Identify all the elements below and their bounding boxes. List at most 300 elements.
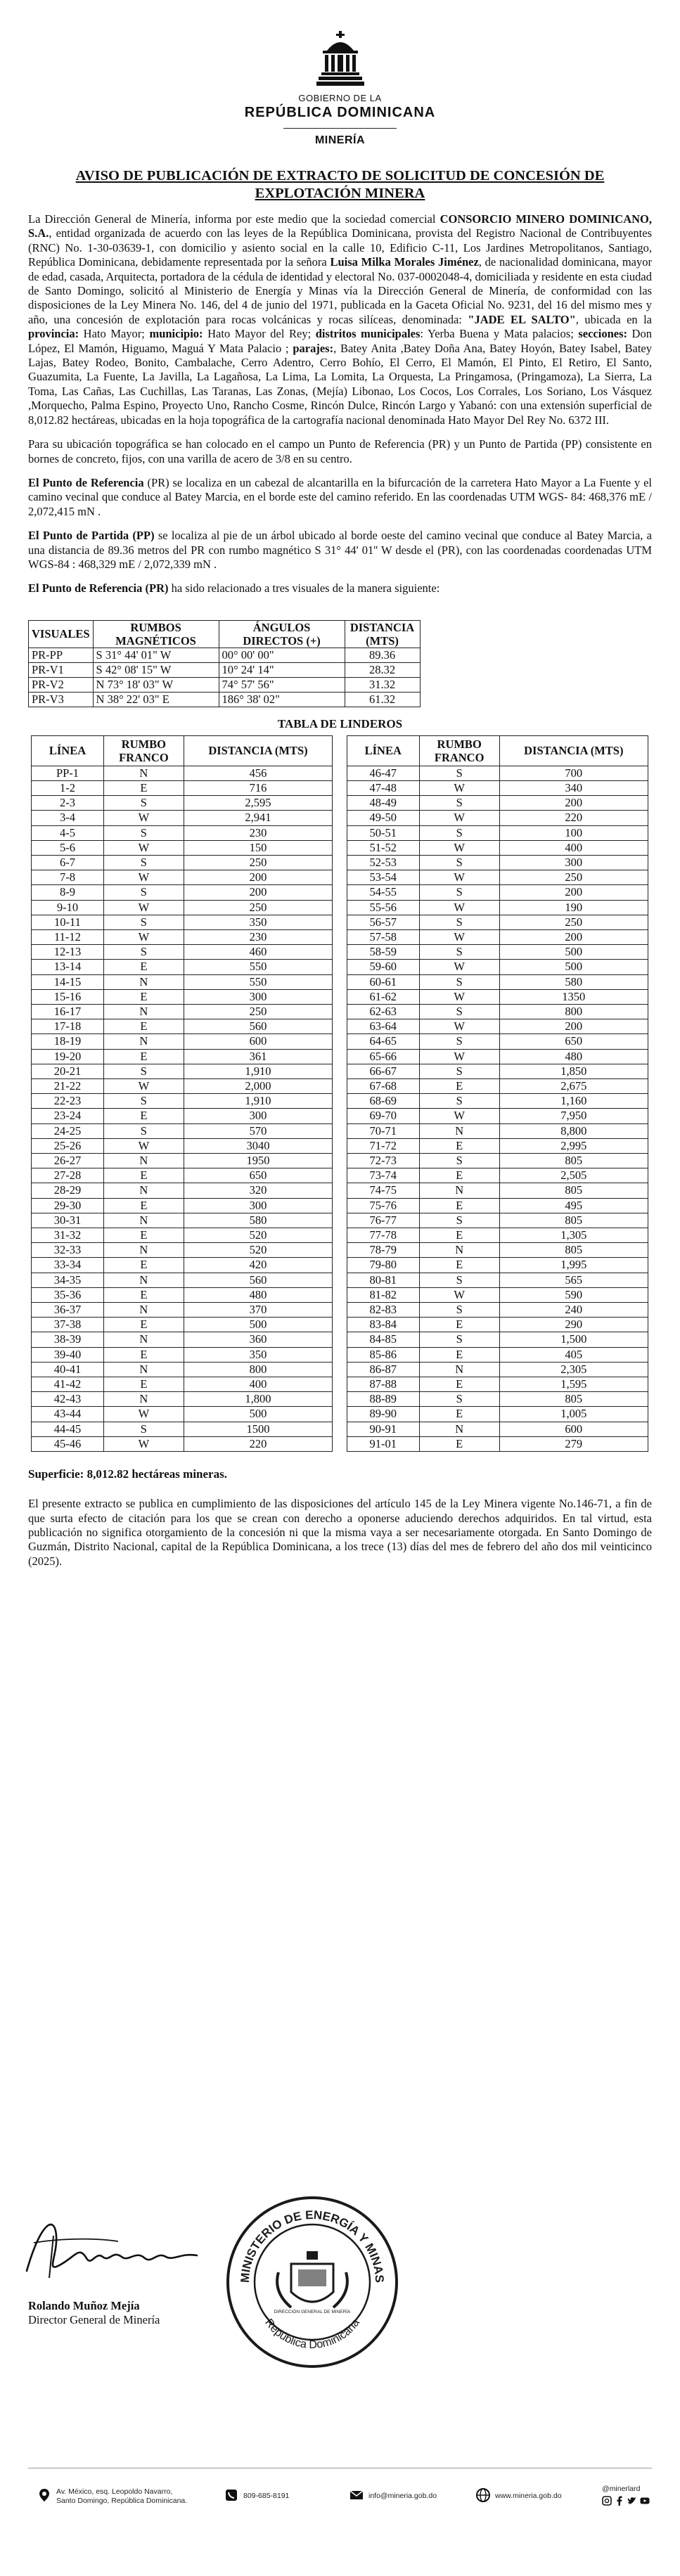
- bearing: E: [103, 1287, 184, 1302]
- visuals-intro-label: El Punto de Referencia (PR): [28, 581, 169, 595]
- province-label: provincia:: [28, 327, 79, 341]
- line-id: 30-31: [32, 1213, 104, 1228]
- distance: 565: [499, 1273, 648, 1287]
- line-id: 28-29: [32, 1183, 104, 1198]
- distance: 250: [184, 855, 332, 870]
- linderos-row: [32, 960, 648, 974]
- distance: 520: [184, 1228, 332, 1243]
- line-id: 48-49: [347, 796, 419, 811]
- linderos-gap: [333, 855, 347, 870]
- distance: 400: [184, 1377, 332, 1392]
- distance: 361: [184, 1049, 332, 1064]
- bearing: S: [419, 1213, 499, 1228]
- svg-text:República Dominicana: [262, 2317, 362, 2351]
- distance: 2,995: [499, 1138, 648, 1153]
- line-id: 86-87: [347, 1362, 419, 1377]
- distance: 500: [499, 945, 648, 960]
- linderos-row: [32, 1154, 648, 1168]
- intro-paragraph: [28, 212, 652, 427]
- distance: 200: [184, 885, 332, 900]
- distance: 200: [184, 870, 332, 885]
- distance: 250: [499, 915, 648, 929]
- line-id: 39-40: [32, 1347, 104, 1362]
- line-id: 16-17: [32, 1005, 104, 1019]
- distance: 190: [499, 900, 648, 915]
- bearing: S: [419, 766, 499, 780]
- linderos-row: [32, 974, 648, 989]
- footer-address: [56, 2487, 187, 2506]
- linderos-gap: [333, 1005, 347, 1019]
- line-id: 43-44: [32, 1407, 104, 1422]
- line-id: 80-81: [347, 1273, 419, 1287]
- bearing: N: [419, 1123, 499, 1138]
- linderos-gap: [333, 1436, 347, 1451]
- intro-text-3: , de nacionalidad dominicana, mayor de edad, casada, Arquitecta, portadora de la cédula de identidad y electoral No. 037-0002048-4, domiciliada y residente en esta ciudad de Santo Domingo, solicitó al Ministerio de Energía y Minas vía la Dirección General de Minería, de conformidad con las disposiciones de la Ley Minera No. 146, del 4 de junio del 1971, publicada en la Gaceta Oficial No. 9231, del 16 del mismo mes y año, una concesión de explotación para rocas volcánicas y rocas silíceas, denominada:: [28, 255, 652, 326]
- line-id: 82-83: [347, 1303, 419, 1318]
- distance: 1,595: [499, 1377, 648, 1392]
- reference-point-text: (PR) se localiza en un cabezal de alcantarilla en la bifurcación de la carretera Hato Mayor a La Fuente y el camino vecinal que conduce al Batey Marcia, en el borde este del camino referido. En las coordenadas UTM WGS- 84: 468,376 mE / 2,072,415 mN .: [28, 475, 652, 518]
- line-id: 52-53: [347, 855, 419, 870]
- line-id: 9-10: [32, 900, 104, 915]
- line-id: 58-59: [347, 945, 419, 960]
- line-id: 47-48: [347, 780, 419, 795]
- line-id: 12-13: [32, 945, 104, 960]
- distance: 200: [499, 1019, 648, 1034]
- linderos-gap: [333, 1094, 347, 1109]
- bearing: W: [103, 1407, 184, 1422]
- line-id: 72-73: [347, 1154, 419, 1168]
- bearing: N: [419, 1422, 499, 1436]
- bearing: N: [103, 1303, 184, 1318]
- bearing: E: [103, 1168, 184, 1183]
- line-id: 23-24: [32, 1109, 104, 1123]
- direct-angle: 00° 00' 00": [219, 648, 345, 662]
- distance: 1,305: [499, 1228, 648, 1243]
- linderos-gap: [333, 929, 347, 944]
- footer-social-handle[interactable]: @minerlard: [602, 2485, 641, 2493]
- line-id: 76-77: [347, 1213, 419, 1228]
- intro-text-5: Hato Mayor;: [79, 327, 150, 341]
- bearing: W: [419, 1049, 499, 1064]
- linderos-row: [32, 945, 648, 960]
- visuals-col-header: RUMBOS MAGNÉTICOS: [93, 620, 219, 648]
- linderos-gap: [333, 960, 347, 974]
- line-id: 74-75: [347, 1183, 419, 1198]
- surface-total: Superficie: 8,012.82 hectáreas mineras.: [28, 1467, 227, 1481]
- bearing: S: [419, 1005, 499, 1019]
- distance: 1,800: [184, 1392, 332, 1407]
- line-id: 17-18: [32, 1019, 104, 1034]
- distance: 560: [184, 1019, 332, 1034]
- bearing: S: [103, 855, 184, 870]
- company-name: CONSORCIO MINERO DOMINICANO, S.A.: [28, 212, 653, 240]
- bearing: W: [419, 1019, 499, 1034]
- bearing: W: [103, 811, 184, 825]
- bearing: E: [103, 1198, 184, 1213]
- reference-point-label: El Punto de Referencia: [28, 475, 144, 489]
- footer-address-line-2: Santo Domingo, República Dominicana.: [56, 2497, 188, 2505]
- official-stamp-icon: [224, 2194, 401, 2371]
- linderos-row: [32, 1228, 648, 1243]
- line-id: 21-22: [32, 1079, 104, 1094]
- distance: 495: [499, 1198, 648, 1213]
- distance: 2,941: [184, 811, 332, 825]
- distance: 1,500: [499, 1332, 648, 1347]
- linderos-row: [32, 1138, 648, 1153]
- line-id: 73-74: [347, 1168, 419, 1183]
- magnetic-bearing: N 73° 18' 03" W: [93, 677, 219, 692]
- line-id: 8-9: [32, 885, 104, 900]
- line-id: 33-34: [32, 1258, 104, 1273]
- linderos-gap: [333, 1407, 347, 1422]
- linderos-row: [32, 1332, 648, 1347]
- linderos-gap: [333, 766, 347, 780]
- header-divider: [283, 128, 397, 129]
- distance: 250: [184, 900, 332, 915]
- line-id: 55-56: [347, 900, 419, 915]
- distance: 2,675: [499, 1079, 648, 1094]
- linderos-header-row: [32, 735, 648, 766]
- linderos-gap: [333, 1287, 347, 1302]
- linderos-row: [32, 1303, 648, 1318]
- linderos-gap: [333, 1318, 347, 1332]
- phone-icon: [224, 2487, 239, 2503]
- distance: 300: [184, 1198, 332, 1213]
- line-id: 56-57: [347, 915, 419, 929]
- linderos-row: [32, 1318, 648, 1332]
- linderos-gap: [333, 1377, 347, 1392]
- stamp-ring-top: MINISTERIO DE ENERGÍA Y MINAS: [238, 2208, 387, 2284]
- distance: 250: [184, 1005, 332, 1019]
- globe-icon: [475, 2487, 491, 2503]
- visuals-header-row: [29, 620, 421, 648]
- bearing: W: [103, 840, 184, 855]
- email-icon: [349, 2487, 364, 2503]
- visuals-col-header: DISTANCIA (MTS): [345, 620, 420, 648]
- linderos-row: [32, 1094, 648, 1109]
- distance: 716: [184, 780, 332, 795]
- distance: 650: [184, 1168, 332, 1183]
- distance: 220: [499, 811, 648, 825]
- line-id: 54-55: [347, 885, 419, 900]
- bearing: N: [103, 1034, 184, 1049]
- bearing: E: [419, 1318, 499, 1332]
- youtube-icon[interactable]: [640, 2496, 650, 2506]
- concession-name: "JADE EL SALTO": [468, 312, 576, 326]
- bearing: W: [419, 900, 499, 915]
- line-id: 91-01: [347, 1436, 419, 1451]
- visuals-row: [29, 662, 421, 677]
- distance: 520: [184, 1243, 332, 1258]
- line-id: 40-41: [32, 1362, 104, 1377]
- linderos-row: [32, 1109, 648, 1123]
- line-id: 13-14: [32, 960, 104, 974]
- footer-email[interactable]: info@mineria.gob.do: [368, 2492, 437, 2500]
- linderos-row: [32, 1407, 648, 1422]
- line-id: 53-54: [347, 870, 419, 885]
- linderos-row: [32, 1213, 648, 1228]
- linderos-gap: [333, 796, 347, 811]
- bearing: E: [419, 1138, 499, 1153]
- distance: 320: [184, 1183, 332, 1198]
- gov-line-3: MINERÍA: [314, 134, 366, 146]
- distance: 700: [499, 766, 648, 780]
- distance: 300: [184, 1109, 332, 1123]
- starting-point-label: El Punto de Partida (PP): [28, 529, 155, 543]
- visuals-row: [29, 648, 421, 662]
- line-id: 69-70: [347, 1109, 419, 1123]
- line-id: 44-45: [32, 1422, 104, 1436]
- bearing: S: [419, 1034, 499, 1049]
- distance: 1,160: [499, 1094, 648, 1109]
- bearing: S: [419, 855, 499, 870]
- sections-label: secciones:: [578, 327, 627, 341]
- linderos-row: [32, 766, 648, 780]
- linderos-gap: [333, 1154, 347, 1168]
- linderos-gap: [333, 1049, 347, 1064]
- line-id: 59-60: [347, 960, 419, 974]
- line-id: 41-42: [32, 1377, 104, 1392]
- bearing: W: [103, 870, 184, 885]
- linderos-row: [32, 1183, 648, 1198]
- line-id: 3-4: [32, 811, 104, 825]
- stamp-ring-bottom: República Dominicana: [262, 2317, 362, 2352]
- bearing: W: [103, 1436, 184, 1451]
- bearing: N: [103, 1154, 184, 1168]
- linderos-row: [32, 1198, 648, 1213]
- linderos-gap: [333, 915, 347, 929]
- bearing: N: [103, 974, 184, 989]
- distance: 1,850: [499, 1064, 648, 1078]
- distance: 200: [499, 885, 648, 900]
- bearing: S: [419, 1273, 499, 1287]
- line-id: 25-26: [32, 1138, 104, 1153]
- visual-id: PR-V2: [29, 677, 94, 692]
- distance: 500: [184, 1407, 332, 1422]
- linderos-title: TABLA DE LINDEROS: [277, 716, 403, 730]
- bearing: S: [419, 885, 499, 900]
- linderos-gap: [333, 1079, 347, 1094]
- intro-text-4: , ubicada en la: [575, 312, 653, 326]
- linderos-row: [32, 1064, 648, 1078]
- line-id: 89-90: [347, 1407, 419, 1422]
- line-id: 37-38: [32, 1318, 104, 1332]
- visuals-intro-text: ha sido relacionado a tres visuales de la manera siguiente:: [168, 581, 440, 595]
- distance: 500: [499, 960, 648, 974]
- footer-phone[interactable]: 809-685-8191: [243, 2492, 290, 2500]
- line-id: 38-39: [32, 1332, 104, 1347]
- magnetic-bearing: S 31° 44' 01" W: [93, 648, 219, 662]
- linderos-col-header: LÍNEA: [32, 735, 104, 766]
- bearing: N: [419, 1183, 499, 1198]
- document-body: [28, 167, 652, 1578]
- direct-angle: 186° 38' 02": [219, 692, 345, 707]
- bearing: E: [419, 1198, 499, 1213]
- distance: 1,910: [184, 1064, 332, 1078]
- closing-paragraph: El presente extracto se publica en cumplimiento de las disposiciones del artículo 145 de la Ley Minera vigente No.146-71, a fin de que surta efecto de citación para los que se crean con derecho a oponerse aduciendo derechos adquiridos. En tal virtud, esta publicación no significa otorgamiento de la concesión ni que la misma vaya a ser necesariamente otorgada. En Santo Domingo de Guzmán, Distrito Nacional, capital de la República Dominicana, a los trece (13) días del mes de febrero del año dos mil veinticinco (2025).: [28, 1497, 652, 1568]
- bearing: S: [103, 915, 184, 929]
- bearing: S: [419, 1332, 499, 1347]
- bearing: S: [103, 1123, 184, 1138]
- bearing: E: [103, 1377, 184, 1392]
- bearing: W: [419, 960, 499, 974]
- linderos-gap: [333, 1109, 347, 1123]
- bearing: W: [419, 870, 499, 885]
- visual-id: PR-V1: [29, 662, 94, 677]
- bearing: E: [103, 1049, 184, 1064]
- facebook-icon[interactable]: [615, 2496, 624, 2506]
- line-id: 84-85: [347, 1332, 419, 1347]
- bearing: E: [103, 1019, 184, 1034]
- intro-text-6: Hato Mayor del Rey;: [203, 327, 316, 341]
- distance: 230: [184, 825, 332, 840]
- line-id: 27-28: [32, 1168, 104, 1183]
- districts-label: distritos municipales: [315, 327, 421, 341]
- bearing: S: [419, 1303, 499, 1318]
- linderos-col-header: LÍNEA: [347, 735, 419, 766]
- linderos-gap: [333, 1332, 347, 1347]
- linderos-gap: [333, 735, 347, 766]
- distance: 805: [499, 1392, 648, 1407]
- bearing: N: [103, 1183, 184, 1198]
- linderos-gap: [333, 885, 347, 900]
- visuals-intro-paragraph: [28, 581, 652, 595]
- distance: 420: [184, 1258, 332, 1273]
- twitter-icon[interactable]: [627, 2496, 637, 2506]
- linderos-row: [32, 1123, 648, 1138]
- line-id: 65-66: [347, 1049, 419, 1064]
- line-id: 35-36: [32, 1287, 104, 1302]
- bearing: W: [419, 811, 499, 825]
- distance: 2,000: [184, 1079, 332, 1094]
- bearing: E: [419, 1168, 499, 1183]
- linderos-gap: [333, 1422, 347, 1436]
- line-id: 49-50: [347, 811, 419, 825]
- line-id: 4-5: [32, 825, 104, 840]
- linderos-row: [32, 1347, 648, 1362]
- bearing: W: [419, 780, 499, 795]
- line-id: 83-84: [347, 1318, 419, 1332]
- linderos-row: [32, 1273, 648, 1287]
- linderos-row: [32, 840, 648, 855]
- linderos-gap: [333, 1138, 347, 1153]
- bearing: W: [419, 989, 499, 1004]
- bearing: N: [419, 1243, 499, 1258]
- distance: 8,800: [499, 1123, 648, 1138]
- bearing: S: [419, 974, 499, 989]
- distance: 600: [499, 1422, 648, 1436]
- distance: 250: [499, 870, 648, 885]
- distance: 805: [499, 1183, 648, 1198]
- line-id: 14-15: [32, 974, 104, 989]
- linderos-row: [32, 989, 648, 1004]
- bearing: E: [103, 1347, 184, 1362]
- distance: 31.32: [345, 677, 420, 692]
- linderos-row: [32, 1019, 648, 1034]
- bearing: N: [103, 766, 184, 780]
- distance: 230: [184, 929, 332, 944]
- distance: 805: [499, 1213, 648, 1228]
- bearing: W: [103, 1079, 184, 1094]
- bearing: S: [419, 1094, 499, 1109]
- visuals-row: [29, 692, 421, 707]
- bearing: E: [419, 1436, 499, 1451]
- distance: 279: [499, 1436, 648, 1451]
- starting-point-text: se localiza al pie de un árbol ubicado al borde oeste del camino vecinal que conduce al Batey Marcia, a una distancia de 89.36 metros del PR con rumbo magnético S 31° 44' 01'' W desde el (PR), con las coordenadas coordenadas UTM WGS-84 : 468,329 mE / 2,072,339 mN .: [28, 529, 652, 571]
- linderos-gap: [333, 1183, 347, 1198]
- bearing: W: [419, 1109, 499, 1123]
- distance: 2,595: [184, 796, 332, 811]
- linderos-row: [32, 900, 648, 915]
- line-id: 64-65: [347, 1034, 419, 1049]
- instagram-icon[interactable]: [602, 2496, 612, 2506]
- line-id: 51-52: [347, 840, 419, 855]
- signature-icon: [13, 2208, 224, 2292]
- line-id: 79-80: [347, 1258, 419, 1273]
- signer-role: Director General de Minería: [28, 2313, 160, 2326]
- line-id: 22-23: [32, 1094, 104, 1109]
- linderos-row: [32, 1377, 648, 1392]
- location-paragraph: Para su ubicación topográfica se han colocado en el campo un Punto de Referencia (PR) y un Punto de Partida (PP) consistente en bornes de concreto, fijos, con una varilla de acero de 3/8 en su centro.: [28, 437, 652, 465]
- distance: 360: [184, 1332, 332, 1347]
- distance: 1,005: [499, 1407, 648, 1422]
- line-id: 71-72: [347, 1138, 419, 1153]
- distance: 61.32: [345, 692, 420, 707]
- intro-text-1: La Dirección General de Minería, informa por este medio que la sociedad comercial: [28, 212, 440, 226]
- distance: 1,910: [184, 1094, 332, 1109]
- line-id: PP-1: [32, 766, 104, 780]
- distance: 370: [184, 1303, 332, 1318]
- bearing: S: [419, 825, 499, 840]
- direct-angle: 10° 24' 14": [219, 662, 345, 677]
- linderos-col-header: RUMBO FRANCO: [419, 735, 499, 766]
- magnetic-bearing: S 42° 08' 15" W: [93, 662, 219, 677]
- document-title: AVISO DE PUBLICACIÓN DE EXTRACTO DE SOLICITUD DE CONCESIÓN DE EXPLOTACIÓN MINERA: [75, 168, 605, 201]
- linderos-gap: [333, 974, 347, 989]
- bearing: S: [419, 945, 499, 960]
- distance: 1950: [184, 1154, 332, 1168]
- line-id: 63-64: [347, 1019, 419, 1034]
- distance: 560: [184, 1273, 332, 1287]
- footer-website[interactable]: www.mineria.gob.do: [495, 2492, 562, 2500]
- line-id: 32-33: [32, 1243, 104, 1258]
- line-id: 62-63: [347, 1005, 419, 1019]
- intro-text-9: , Batey Anita ,Batey Doña Ana, Batey Hoyón, Batey Isabel, Batey Lajas, Batey Rodeo, Bonito, Cambalache, Cerro Adentro, Cerro Bohío, El Cerro, El Mamón, El Pinto, El Retiro, El Santo, Guazumita, La Fuente, La Javilla, La Lagañosa, La Lima, La Lomita, La Orquesta, La Pringamosa, (Pringamoza), La Sierra, La Toma, Las Cañas, Las Cuchillas, Las Taranas, Las Zonas, (Mejía) Libonao, Los Cocos, Los Corrales, Los Soriano, Los Vásquez ,Morquecho, Palma Espino, Proyecto Uno, Rancho Cosme, Rincón Dulce, Rincón Largo y Yabanó: con una extensión superficial de 8,012.82 hectáreas, ubicadas en la hoja topográfica de la cartografía nacional denominada Hato Mayor Del Rey No. 6372 III.: [28, 341, 653, 427]
- bearing: N: [103, 1362, 184, 1377]
- linderos-gap: [333, 780, 347, 795]
- bearing: S: [419, 1392, 499, 1407]
- visuals-col-header: VISUALES: [29, 620, 94, 648]
- line-id: 50-51: [347, 825, 419, 840]
- intro-text-7: : Yerba Buena y Mata palacios;: [420, 327, 579, 341]
- distance: 650: [499, 1034, 648, 1049]
- linderos-col-header: DISTANCIA (MTS): [184, 735, 332, 766]
- bearing: E: [103, 1318, 184, 1332]
- intro-text-8: Don López, El Mamón, Higuamo, Maguá Y Mata Palacio ;: [28, 327, 652, 355]
- line-id: 85-86: [347, 1347, 419, 1362]
- linderos-row: [32, 1243, 648, 1258]
- line-id: 7-8: [32, 870, 104, 885]
- distance: 805: [499, 1243, 648, 1258]
- linderos-gap: [333, 1034, 347, 1049]
- linderos-gap: [333, 1123, 347, 1138]
- bearing: E: [419, 1228, 499, 1243]
- distance: 480: [184, 1287, 332, 1302]
- distance: 89.36: [345, 648, 420, 662]
- bearing: E: [103, 1258, 184, 1273]
- distance: 600: [184, 1034, 332, 1049]
- visual-id: PR-PP: [29, 648, 94, 662]
